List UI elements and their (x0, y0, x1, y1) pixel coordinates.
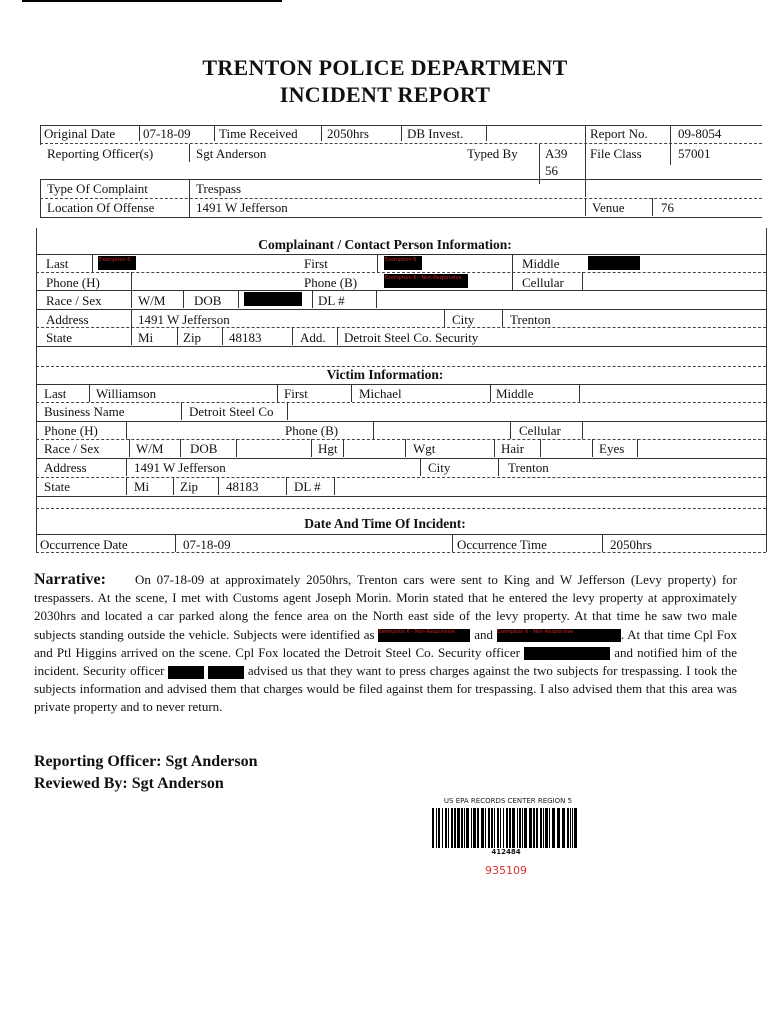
rule (401, 125, 402, 141)
time-received-label: Time Received (219, 126, 298, 141)
barcode-bar (536, 808, 538, 848)
barcode-bar (522, 808, 523, 848)
venue-label: Venue (592, 200, 625, 215)
barcode-bar (512, 808, 515, 848)
victim-zip-value: 48183 (226, 479, 259, 494)
rule (36, 327, 766, 328)
rule (36, 254, 766, 255)
victim-hair-label: Hair (501, 441, 525, 456)
document-stamp-number: 935109 (485, 864, 527, 877)
barcode-bar (488, 808, 490, 848)
redaction-box (208, 666, 244, 679)
comp-address-label: Address (46, 312, 89, 327)
rule (36, 552, 766, 553)
barcode-number: 412484 (491, 848, 521, 856)
occurrence-time-value: 2050hrs (610, 537, 652, 552)
victim-business-value: Detroit Steel Co (189, 404, 274, 419)
barcode-bar (473, 808, 476, 848)
rule (766, 366, 767, 508)
barcode-bar (442, 808, 443, 848)
victim-cellular-label: Cellular (519, 423, 561, 438)
victim-last-label: Last (44, 386, 67, 401)
venue-value: 76 (661, 200, 674, 215)
rule (494, 439, 495, 457)
barcode-bar (471, 808, 472, 848)
barcode-bar (466, 808, 469, 848)
victim-first-value: Michael (359, 386, 402, 401)
narrative (34, 571, 737, 717)
narrative-text-3: and notified him of the incident. Security officer (34, 644, 737, 679)
occurrence-date-value: 07-18-09 (183, 537, 231, 552)
victim-address-value: 1491 W Jefferson (134, 460, 226, 475)
comp-phone-b-label: Phone (B) (304, 275, 358, 290)
comp-phone-h-label: Phone (H) (46, 275, 100, 290)
barcode-bar (464, 808, 465, 848)
barcode-bar (491, 808, 493, 848)
rule (40, 179, 762, 180)
rule (498, 458, 499, 476)
reviewed-by-signature: Reviewed By: Sgt Anderson (34, 775, 224, 792)
department-title: TRENTON POLICE DEPARTMENT (202, 55, 568, 80)
typed-by-value-1: A39 (545, 146, 568, 161)
barcode-bar (503, 808, 504, 848)
rule (218, 477, 219, 495)
rule (373, 421, 374, 439)
file-class-label: File Class (590, 146, 642, 161)
victim-state-value: Mi (134, 479, 150, 494)
occurrence-time-label: Occurrence Time (457, 537, 547, 552)
rule (236, 439, 237, 457)
occurrence-date-label: Occurrence Date (40, 537, 128, 552)
rule (512, 272, 513, 290)
rule (126, 421, 127, 439)
rule (602, 534, 603, 552)
rule (311, 439, 312, 457)
barcode-bar (506, 808, 508, 848)
victim-dl-label: DL # (294, 479, 321, 494)
file-class-value: 57001 (678, 146, 711, 161)
rule (181, 402, 182, 420)
barcode-bar (509, 808, 511, 848)
rule (40, 217, 762, 218)
victim-middle-label: Middle (496, 386, 534, 401)
original-date-label: Original Date (44, 126, 116, 141)
rule (334, 477, 335, 495)
barcode-bar (540, 808, 542, 848)
comp-zip-value: 48183 (229, 330, 262, 345)
rule (238, 290, 239, 308)
comp-first-label: First (304, 256, 328, 271)
rule (444, 309, 445, 327)
victim-phone-h-label: Phone (H) (44, 423, 98, 438)
rule (321, 125, 322, 141)
report-no-value: 09-8054 (678, 126, 722, 141)
barcode-bar (533, 808, 535, 848)
barcode-bar (574, 808, 577, 848)
rule (36, 508, 766, 509)
rule (139, 125, 140, 141)
barcode-bar (477, 808, 479, 848)
rule (637, 439, 638, 457)
rule (585, 198, 586, 216)
rule (126, 458, 127, 476)
rule (92, 254, 93, 272)
barcode-bar (557, 808, 560, 848)
comp-state-value: Mi (138, 330, 154, 345)
redaction-box: Exemption 6 - Non-Responsive (384, 274, 468, 288)
rule (36, 346, 766, 347)
comp-city-label: City (452, 312, 475, 327)
redaction-box (168, 666, 204, 679)
barcode-bar (519, 808, 521, 848)
barcode-bar (432, 808, 434, 848)
rule (292, 327, 293, 345)
db-invest-label: DB Invest. (407, 126, 464, 141)
rule (405, 439, 406, 457)
barcode-bar (445, 808, 447, 848)
barcode-bar (567, 808, 569, 848)
barcode-bar (438, 808, 440, 848)
rule (337, 327, 338, 345)
rule (351, 384, 352, 402)
comp-dl-label: DL # (318, 293, 345, 308)
victim-city-value: Trenton (508, 460, 549, 475)
barcode-bar (570, 808, 571, 848)
comp-last-label: Last (46, 256, 69, 271)
rule (670, 125, 671, 165)
rule (585, 125, 586, 197)
barcode-label: US EPA RECORDS CENTER REGION 5 (443, 797, 573, 805)
barcode-bar (552, 808, 555, 848)
comp-dob-label: DOB (194, 293, 222, 308)
rule (540, 439, 541, 457)
barcode-bar (485, 808, 486, 848)
rule (582, 421, 583, 439)
rule (40, 125, 41, 145)
barcode-bar (451, 808, 453, 848)
victim-eyes-label: Eyes (599, 441, 625, 456)
barcode-bar (457, 808, 460, 848)
barcode-bar (497, 808, 499, 848)
victim-address-label: Address (44, 460, 87, 475)
redaction-box (244, 292, 302, 306)
narrative-text-2: . At that time Cpl Fox and Ptl Higgins arrived on the scene. Cpl Fox located the Detroit Steel Co. Security officer (34, 626, 738, 660)
location-value: 1491 W Jefferson (196, 200, 288, 215)
rule (286, 477, 287, 495)
rule (175, 534, 176, 552)
barcode-bar (524, 808, 527, 848)
comp-state-label: State (46, 330, 72, 345)
victim-phone-b-label: Phone (B) (285, 423, 339, 438)
redaction-box: Exemption 6 (384, 256, 422, 270)
rule (377, 254, 378, 272)
rule (214, 125, 215, 141)
rule (490, 384, 491, 402)
reporting-officer-value: Sgt Anderson (196, 146, 267, 161)
rule (177, 327, 178, 345)
rule (36, 366, 37, 508)
complainant-section-title: Complainant / Contact Person Information: (258, 237, 512, 252)
rule (40, 143, 762, 144)
comp-middle-label: Middle (522, 256, 560, 271)
rule (129, 439, 130, 457)
rule (126, 477, 127, 495)
rule (180, 439, 181, 457)
rule (222, 327, 223, 345)
barcode-bar (436, 808, 437, 848)
victim-wgt-label: Wgt (413, 441, 436, 456)
rule (36, 272, 766, 273)
redaction-box: Exemption 6 (98, 256, 136, 270)
comp-zip-label: Zip (183, 330, 202, 345)
rule (579, 384, 580, 402)
rule (287, 402, 288, 420)
comp-city-value: Trenton (510, 312, 551, 327)
rule (36, 309, 766, 310)
barcode-bar (481, 808, 484, 848)
narrative-text-4: advised us that they want to press charges against the two subjects for trespassing. I took the subjects information and advised them that charges would be filed against them for trespassing. I also advised them that this area was private property and to never return. (34, 663, 738, 715)
comp-race-sex-label: Race / Sex (46, 293, 102, 308)
redaction-box (524, 647, 610, 660)
rule (652, 198, 653, 216)
victim-last-value: Williamson (96, 386, 157, 401)
victim-hgt-label: Hgt (318, 441, 338, 456)
original-date-value: 07-18-09 (143, 126, 191, 141)
barcode-bar (545, 808, 548, 848)
time-received-value: 2050hrs (327, 126, 369, 141)
victim-race-sex-label: Race / Sex (44, 441, 100, 456)
barcode-bar (543, 808, 544, 848)
report-no-label: Report No. (590, 126, 648, 141)
barcode-bar (549, 808, 550, 848)
comp-cellular-label: Cellular (522, 275, 564, 290)
victim-dob-label: DOB (190, 441, 218, 456)
narrative-and: and (474, 626, 493, 642)
typed-by-value-2: 56 (545, 163, 558, 178)
victim-race-sex-value: W/M (136, 441, 164, 456)
victim-zip-label: Zip (180, 479, 199, 494)
location-label: Location Of Offense (47, 200, 155, 215)
rule (592, 439, 593, 457)
rule (312, 290, 313, 308)
rule (376, 290, 377, 308)
victim-state-label: State (44, 479, 70, 494)
rule (173, 477, 174, 495)
complaint-type-value: Trespass (196, 181, 242, 196)
rule (36, 402, 766, 403)
barcode-bar (448, 808, 449, 848)
rule (420, 458, 421, 476)
rule (36, 458, 766, 459)
rule (452, 534, 453, 552)
rule (183, 290, 184, 308)
rule (131, 272, 132, 290)
rule (36, 421, 766, 422)
rule (502, 309, 503, 327)
barcode-bar (529, 808, 532, 848)
barcode-bar (517, 808, 518, 848)
narrative-text-1: On 07-18-09 at approximately 2050hrs, Trenton cars were sent to King and W Jefferson (Levy property) for trespassers. At the scene, I met with Customs agent Joseph Morin. Morin stated that he entered the levy property at approximately 2030hrs and located a car parked along the fence area on the North east side of the levy property. At that time he saw two male subjects standing outside the vehicle. Subjects were identified as (34, 572, 738, 642)
comp-add-label: Add. (300, 330, 326, 345)
reporting-officer-label: Reporting Officer(s) (47, 146, 154, 161)
rule (89, 384, 90, 402)
rule (486, 125, 487, 141)
rule (582, 272, 583, 290)
rule (36, 290, 766, 291)
narrative-label: Narrative: (34, 571, 106, 588)
barcode-bar (494, 808, 495, 848)
comp-race-sex-value: W/M (138, 293, 166, 308)
rule (512, 254, 513, 272)
barcode-bar (500, 808, 501, 848)
reporting-officer-signature: Reporting Officer: Sgt Anderson (34, 753, 258, 770)
rule (131, 290, 132, 308)
barcode-bar (572, 808, 573, 848)
rule (189, 144, 190, 162)
redaction-box: Exemption 6 - Non-Responsive (378, 629, 470, 642)
barcode-graphic (432, 808, 580, 848)
rule (36, 496, 766, 497)
report-title: INCIDENT REPORT (279, 82, 491, 107)
incident-time-section-title: Date And Time Of Incident: (304, 516, 466, 531)
barcode-bar (454, 808, 456, 848)
victim-section-title: Victim Information: (326, 367, 444, 382)
redaction-box (588, 256, 640, 270)
rule (36, 439, 766, 440)
complaint-type-label: Type Of Complaint (47, 181, 148, 196)
comp-address-value: 1491 W Jefferson (138, 312, 230, 327)
victim-business-label: Business Name (44, 404, 125, 419)
rule (40, 198, 762, 199)
rule (36, 477, 766, 478)
rule (343, 439, 344, 457)
rule (36, 384, 766, 385)
rule (539, 144, 540, 184)
rule (131, 309, 132, 327)
barcode-bar (562, 808, 565, 848)
barcode-bar (461, 808, 463, 848)
rule (131, 327, 132, 345)
redaction-box: Exemption 6 - Non-Responsive (497, 629, 621, 642)
rule (510, 421, 511, 439)
comp-add-value: Detroit Steel Co. Security (344, 330, 479, 345)
victim-city-label: City (428, 460, 451, 475)
rule (36, 534, 766, 535)
rule (277, 384, 278, 402)
typed-by-label: Typed By (467, 146, 518, 161)
victim-first-label: First (284, 386, 308, 401)
